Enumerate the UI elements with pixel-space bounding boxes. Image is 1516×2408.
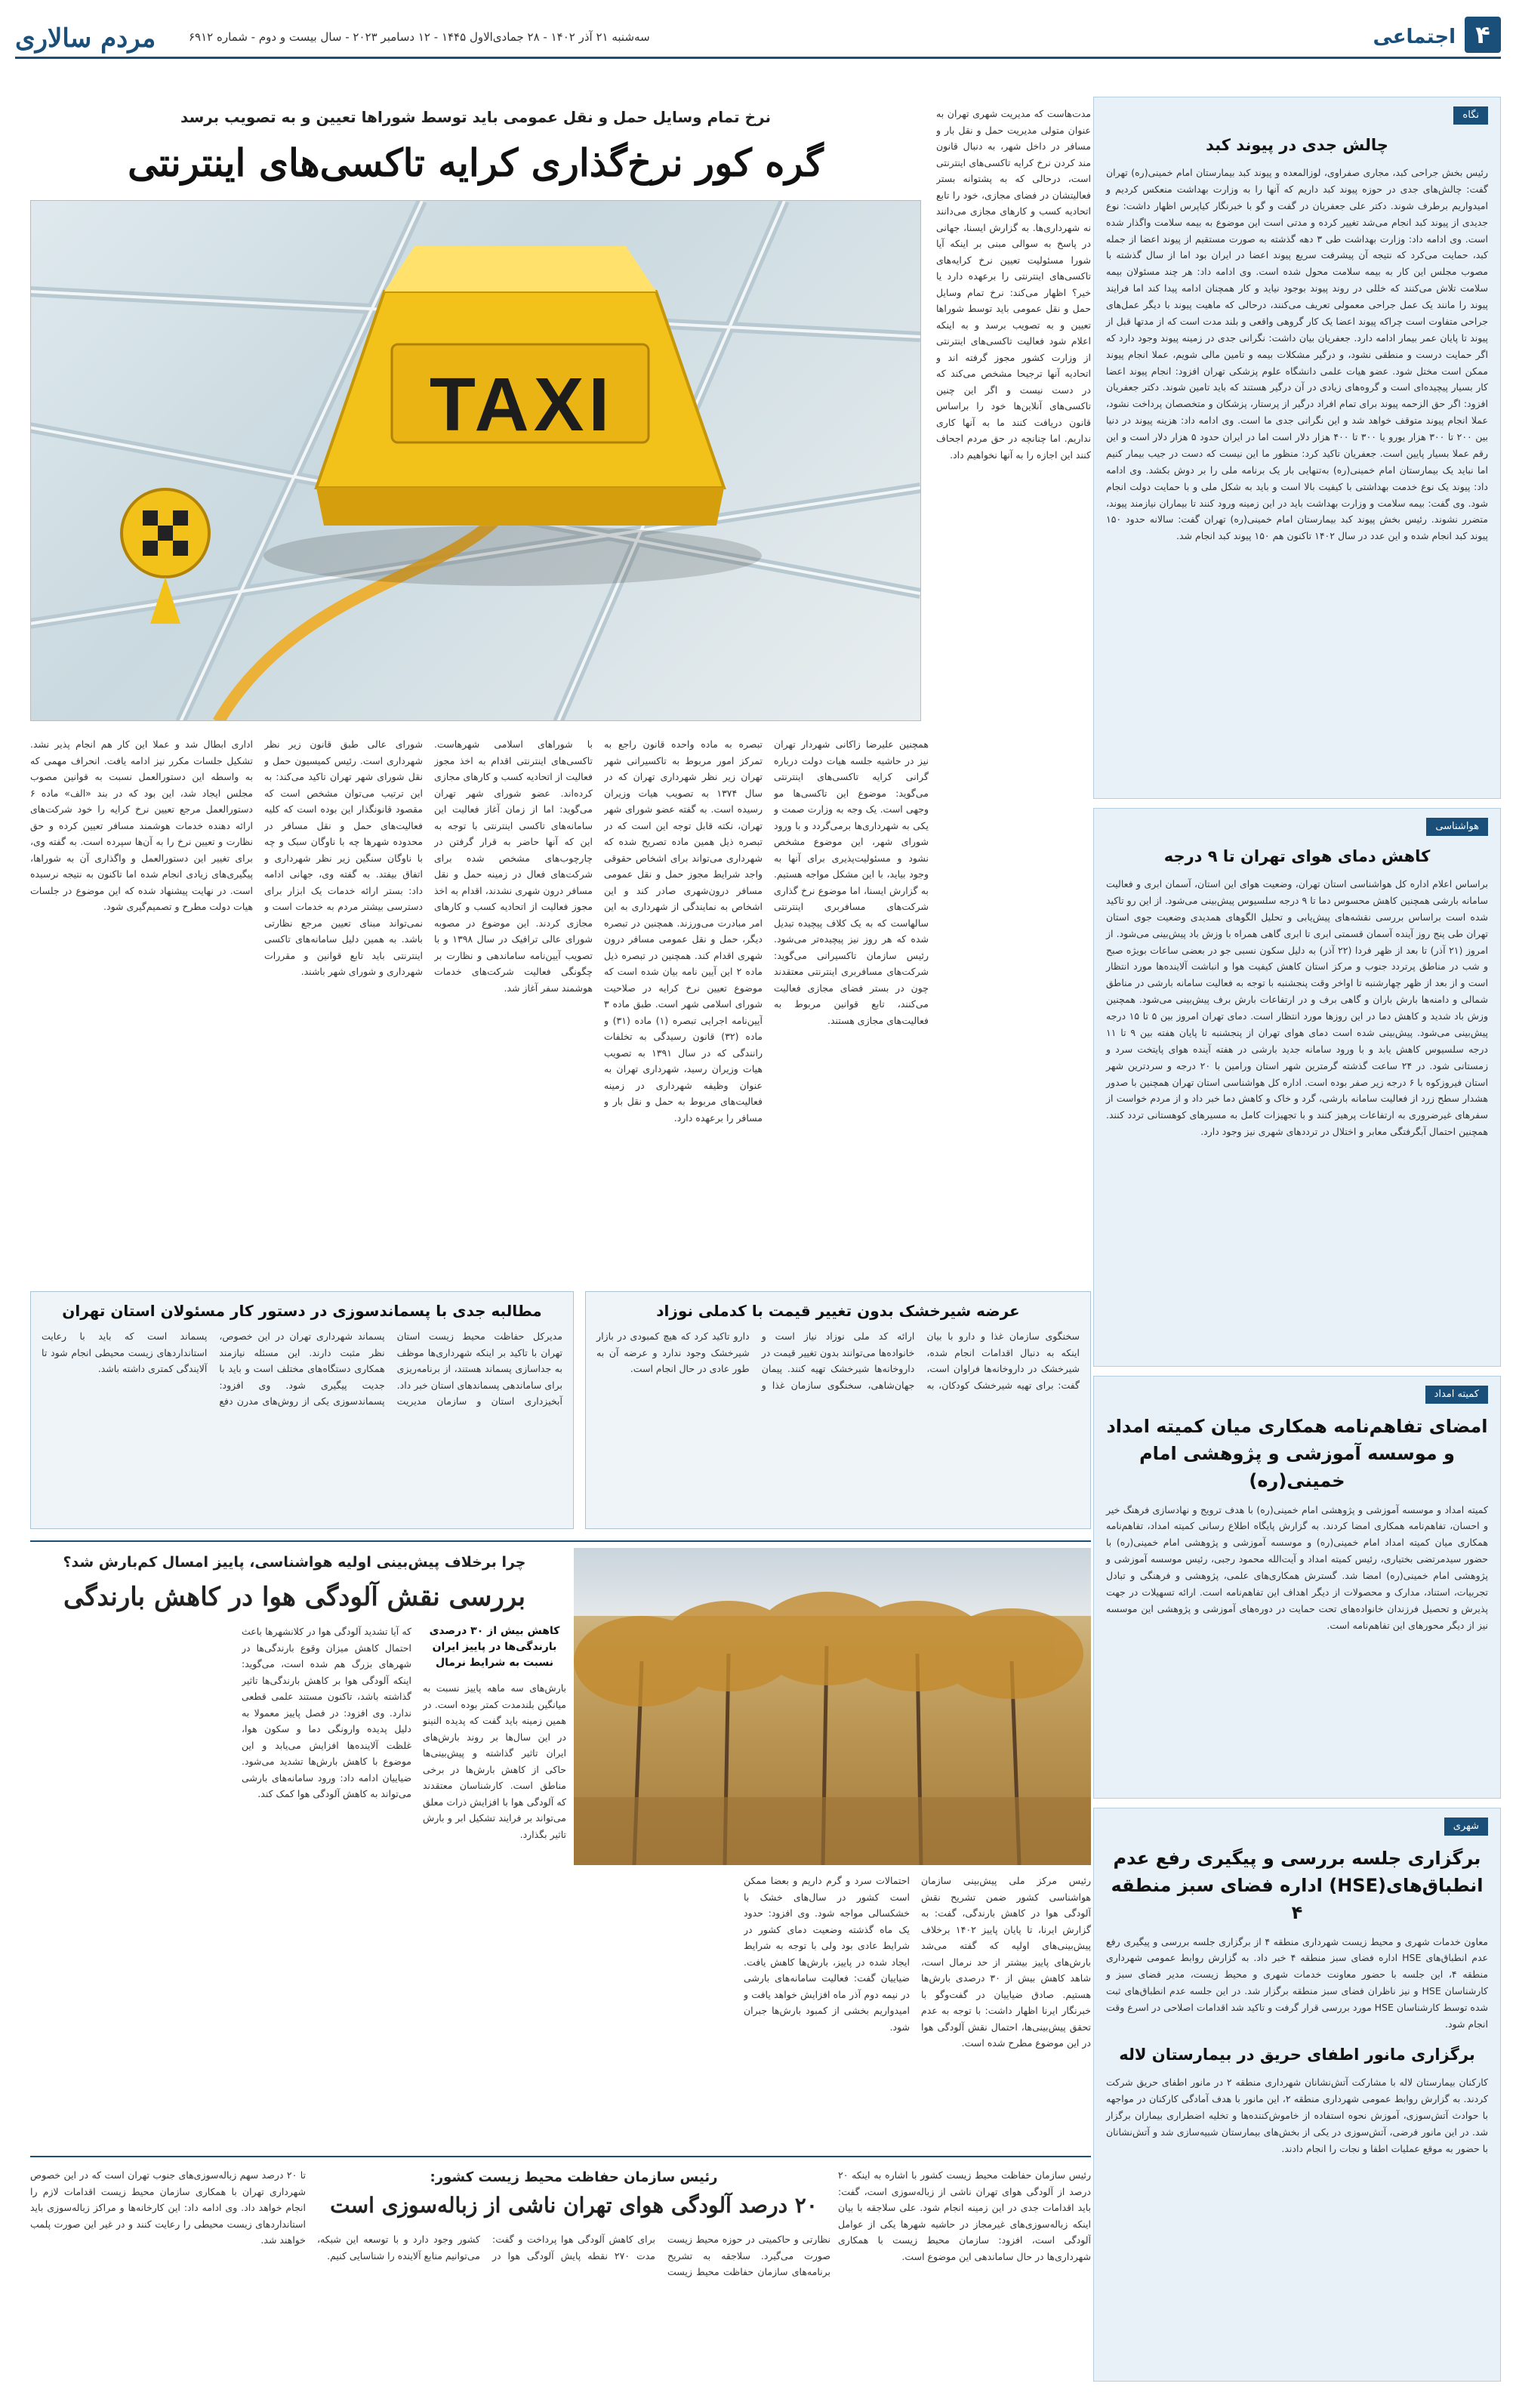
orchard-trees-graphic bbox=[574, 1548, 1091, 1865]
story3-col-3: تا ۲۰ درصد سهم زباله‌سوزی‌های جنوب تهران است که در این خصوص شهرداری تهران با همکاری سازمان محیط زیست اقدامات لازم را انجام خواهد داد. وی ادامه داد: این کارخانه‌ها و مراکز زباله‌سوزی باید استانداردهای زیست محیطی را رعایت کنند و در غیر این صورت پلمب خواهند شد. bbox=[30, 2169, 306, 2246]
sidebar-box-urban bbox=[1093, 1808, 1501, 2382]
tag-label: نگاه bbox=[1453, 106, 1488, 125]
story3-kicker: رئیس سازمان حفاظت محیط زیست کشور: bbox=[430, 2169, 718, 2185]
sidebar-body: معاون خدمات شهری و محیط زیست شهرداری منطقه ۴ از برگزاری جلسه بررسی و پیگیری رفع عدم انطباق‌های HSE اداره فضای سبز منطقه ۴ خبر داد. به گزارش روابط عمومی شهرداری منطقه ۴، این جلسه با حضور معاونت خدمات شهری و محیط زیست، مدیر فضای سبز و کارشناسان HSE و نیز ناظران فضای سبز منطقه برگزار شد. در این جلسه عدم انطباق‌های ثبت شده توسط کارشناسان HSE مورد بررسی قرار گرفت و تاکید شد اقدامات اصلاحی در اسرع وقت انجام شود. bbox=[1106, 1935, 1489, 2030]
story3-col-1: رئیس سازمان حفاظت محیط زیست کشور با اشاره به اینکه ۲۰ درصد از آلودگی هوای تهران ناشی از زباله‌سوزی است، گفت: باید اقدامات جدی در این زمینه انجام شود. علی سلاجقه با بیان اینکه زباله‌سوزی‌های غیرمجاز در حاشیه شهرها یکی از عوامل آلودگی است، افزود: سازمان محیط زیست با همکاری شهرداری‌ها در حال ساماندهی این موضوع است. bbox=[838, 2169, 1091, 2262]
sidebar-body: رئیس بخش جراحی کبد، مجاری صفراوی، لوزالمعده و پیوند کبد بیمارستان امام خمینی(ره) تهران گفت: چالش‌های جدی در حوزه پیوند کبد داریم که آنها را به وزارت بهداشت منعکس کردیم و امیدواریم برطرف شوند. دکتر علی جعفریان در گفت و گو با خبرنگار کیاپرس اظهار داشت: نوع جدیدی از پیوند کبد انجام می‌شد تغییر کرده و مدتی است این موضوع به بیمه سلامت واگذار شده است. وی ادامه داد: وزارت بهداشت طی ۳ دهه گذشته به صورت مستقیم از پیوند اعضا از جمله کبد، حمایت می‌کرد که نتیجه آن پیشرفت سریع پیوند اعضا در ایران بود اما از سال گذشته با مصوب مجلس این کار به بیمه سلامت محول شده است. وی ادامه داد: هر چند مسئولان بیمه سلامت تلاش می‌کنند که خللی در روند پیوند بوجود نیاید و کار همچنان ادامه پیدا کند اما فرایند پیوند را مانند یک عمل جراحی معمولی تعریف می‌کنند، درحالی که ماهیت پیوند با دیگر عمل‌های جراحی متفاوت است چراکه پیوند اعضا یک کار گروهی واقعی و بلند مدت است که از مدتها قبل از پیوند تا پایان عمر بیمار ادامه دارد. جعفریان بیان داشت: نگرانی جدی در زمینه پیوند وجود دارد که اگر حمایت درست و منطقی نشود، و درگیر مشکلات بیمه و تامین مالی شویم، عملا انجام پیوند ممکن است مختل شود. عضو هیات علمی دانشگاه علوم پزشکی تهران افزود: انجام پیوند اعضا کار بسیار پیچیده‌ای است و گروه‌های زیادی در آن درگیر هستند که باید تامین شوند. دکتر جعفریان افزود: اگر حق الزحمه پیوند برای تمام افراد درگیر از پرستار، پزشکان و متخصصان پرداخت نشود، عملا انجام پیوند متوقف خواهد شد و این نگرانی جدی ما است. وی ادامه داد: هزینه پیوند در دنیا بین ۲۰۰ تا ۳۰۰ هزار یورو یا ۳۰۰ تا ۴۰۰ هزار دلار است اما در ایران حدود ۵ هزار دلار است و این رقم عملا بسیار پایین است. جعفریان تاکید کرد: منظور ما این نیست که دست در جیب بیمار کنیم اما نباید یک بیمارستان امام خمینی(ره) به‌تنهایی بار یک برنامه ملی را بر دوش بکشد. وی ادامه داد: پیوند یک نوع خدمت بهداشتی با کیفیت بالا است و باید به شکل ملی و با حمایت دولت انجام شود. وی گفت: بیمه سلامت و وزارت بهداشت باید در این زمینه ورود کنند تا بیماران نیازمند پیوند، متضرر نشوند. رئیس بخش پیوند کبد بیمارستان امام خمینی(ره) تهران گفت: سالانه حدود ۱۵۰ پیوند کبد انجام شده و این عدد در سال ۱۴۰۲ تاکنون هم ۱۵۰ پیوند کبد انجام شد. bbox=[1106, 167, 1489, 542]
autumn-orchard-photo bbox=[574, 1548, 1091, 1865]
box-title: عرضه شیرخشک بدون تغییر قیمت با کدملی نوزاد bbox=[656, 1302, 1020, 1320]
dateline: سه‌شنبه ۲۱ آذر ۱۴۰۲ - ۲۸ جمادی‌الاول ۱۴۴۵ - ۱۲ دسامبر ۲۰۲۳ - سال بیست و دوم - شماره ۶۹۱۲ bbox=[189, 30, 650, 44]
story3-col-2: نظارتی و حاکمیتی در حوزه محیط زیست صورت می‌گیرد. سلاجقه به تشریح برنامه‌های سازمان حفاظت محیط زیست برای کاهش آلودگی هوا پرداخت و گفت: مدت ۲۷۰ نقطه پایش آلودگی هوا در کشور وجود دارد و با توسعه این شبکه، می‌توانیم منابع آلاینده را شناسایی کنیم. bbox=[317, 2234, 830, 2277]
story2-subtitle: کاهش بیش از ۳۰ درصدی بارندگی‌ها در پاییز ایران نسبت به شرایط نرمال bbox=[429, 1625, 560, 1669]
body-col-3: با شوراهای اسلامی شهرهاست. تاکسی‌های اینترنتی اقدام به اخذ مجوز فعالیت از اتحادیه کسب و کارهای مجازی کرده‌اند. عضو شورای شهر تهران می‌گوید: اما از زمان آغاز فعالیت این سامانه‌های تاکسی اینترنتی با توجه به این که آنها حاضر به قرار گرفتن در چارچوب‌های مشخص شده برای شرکت‌های فعال در زمینه حمل و نقل مسافر درون شهری نشدند، اقدام به اخذ مجوز فعالیت از اتحادیه کسب و کارهای مجازی کردند. این موضوع در مصوبه شورای عالی ترافیک در سال ۱۳۹۸ و با تصویب آیین‌نامه ساماندهی و نظارت بر چگونگی فعالیت شرکت‌های خدمات هوشمند سفر آغاز شد. bbox=[434, 738, 593, 994]
body-col-2: تبصره به ماده واحده قانون راجع به تمرکز امور مربوط به تاکسیرانی شهر تهران زیر نظر شهرداری تهران که در سال ۱۳۷۴ به تصویب هیات وزیران رسیده است. به گفته عضو شورای شهر تهران، نکته قابل توجه این است که در تبصره ذیل همین ماده تصریح شده که شهرداری می‌تواند برای اشخاص حقوقی واجد شرایط مجوز حمل و نقل عمومی مسافر درون‌شهری صادر کند و این اشخاص به نمایندگی از شهرداری به این امر مبادرت می‌ورزند. همچنین در تبصره دیگر، حمل و نقل عمومی مسافر درون شهری اقدام کند. همچنین در تبصره ذیل ماده ۲ این آیین نامه بیان شده است که موضوع تعیین نرخ کرایه در صلاحیت شورای اسلامی شهر است. طبق ماده ۳ آیین‌نامه اجرایی تبصره (۱) ماده (۳۱) و ماده (۳۲) قانون رسیدگی به تخلفات رانندگی که در سال ۱۳۹۱ به تصویب هیات وزیران رسید، شهرداری تهران به عنوان وظیفه شهرداری در زمینه فعالیت‌های مربوط به حمل و نقل بار و مسافر را برعهده دارد. bbox=[604, 738, 763, 1124]
tag-label: هواشناسی bbox=[1426, 818, 1488, 836]
taxi-illustration bbox=[30, 200, 921, 721]
main-kicker: نرخ تمام وسایل حمل و نقل عمومی باید توسط شوراها تعیین و به تصویب برسد bbox=[180, 108, 771, 126]
box-body: سخنگوی سازمان غذا و دارو با بیان اینکه به دنبال اقدامات انجام شده، شیرخشک در داروخانه‌ها فراوان است، گفت: برای تهیه شیرخشک کودکان، به ارائه کد ملی نوزاد نیاز است و خانواده‌ها می‌توانند بدون تغییر قیمت در داروخانه‌ها شیرخشک تهیه کنند. پیمان جهان‌شاهی، سخنگوی سازمان غذا و دارو تاکید کرد که هیچ کمبودی در بازار شیرخشک وجود ندارد و عرضه آن به طور عادی در حال انجام است. bbox=[596, 1330, 1080, 1391]
story2-col-3: بارش‌های سه ماهه پاییز نسبت به میانگین بلندمدت کمتر بوده است. در همین زمینه باید گفت که پدیده النینو در این سال‌ها بر روند بارش‌های ایران تاثیر گذاشته و پیش‌بینی‌ها حاکی از کاهش بارش‌ها در برخی مناطق است. کارشناسان معتقدند که آلودگی هوا با افزایش ذرات معلق می‌تواند بر فرایند تشکیل ابر و بارش تاثیر بگذارد. bbox=[423, 1682, 566, 1840]
body-col-4: شورای عالی طبق قانون زیر نظر شهرداری است. رئیس کمیسیون حمل و نقل شورای شهر تهران تاکید می‌کند: به این ترتیب می‌توان مشخص است که مقصود قانونگذار این بوده است که کلیه فعالیت‌های حمل و نقل مسافر در محدوده شهرها چه با ناوگان سبک و چه با ناوگان سنگین زیر نظر شهرداری و اتفاق بیفتد. به گفته وی، جهانی ادامه داد: بستر ارائه خدمات یک ابزار برای دسترسی بیشتر مردم به خدمات است و نمی‌تواند مبنای تعیین مرجع نظارتی باشد. به همین دلیل سامانه‌های تاکسی اینترنتی باید تابع قوانین و مقررات شهرداری و شورای شهر باشند. bbox=[264, 738, 423, 977]
box-waste bbox=[30, 1291, 574, 1529]
story2-subhead bbox=[423, 1623, 566, 1669]
newspaper-logo: مردم سالاری bbox=[15, 23, 156, 54]
section-name: اجتماعی bbox=[1373, 26, 1456, 48]
box-title: مطالبه جدی با پسماندسوزی در دستور کار مسئولان استان تهران bbox=[62, 1302, 542, 1320]
sidebar-body: براساس اعلام اداره کل هواشناسی استان تهران، وضعیت هوای این استان، آسمان ابری و فعالیت سامانه بارشی همچنین کاهش محسوس دما تا ۹ درجه سلسیوس پیش‌بینی می‌شود. از این رو تاکید شده است براساس بررسی نقشه‌های پیش‌یابی و تحلیل الگوهای همدیدی وضعیت جوی استان تهران طی پنج روز آینده آسمان قسمتی ابری تا ابری گاهی همراه با وزش باد پیش‌بینی می‌شود. از امروز (۲۱ آذر) تا بعد از ظهر فردا (۲۲ آذر) به دلیل سکون نسبی جو در بعضی ساعات بویژه صبح و شب در مناطق پرتردد جنوب و مرکز استان کاهش کیفیت هوا و انباشت آلاینده‌ها مورد انتظار است و از بعد از ظهر چهارشنبه تا اواخر وقت پنجشنبه با توجه به فعالیت سامانه بارشی در مناطق شمالی و دامنه‌ها بارش باران و گاهی برف و در ارتفاعات بارش برف پیش‌بینی می‌شود. همچنین وزش باد شدید و کاهش دما در این روزها مورد انتظار است. دمای تهران امروز بین ۵ تا ۱۵ درجه پیش‌بینی می‌شود. پیش‌بینی شده است دمای هوای تهران از پنجشنبه تا پایان هفته بین ۹ تا ۱۱ درجه سلسیوس کاهش یابد و با ورود سامانه جدید بارشی در هفته آینده هوای پایتخت سرد و زمستانی شود. در ۲۴ ساعت گذشته گرمترین شهر استان ورامین با ۲۰ درجه و سردترین شهر استان فیروزکوه با ۶ درجه زیر صفر بوده است. اداره کل هواشناسی استان تهران همچنین با صدور هشدار سطح زرد از فعالیت سامانه بارشی، گرد و خاک و کاهش دما خبر داد و از مردم خواست از سفرهای غیرضروری به ارتفاعات پرهیز کنند و با تجهیزات کامل به مسیرهای کوهستانی تردد کنند. همچنین احتمال آبگرفتگی معابر و اختلال در ترددهای شهری نیز وجود دارد. bbox=[1106, 878, 1489, 1138]
story2-col-2: احتمالات سرد و گرم داریم و بعضا ممکن است کشور در سال‌های خشک با خشکسالی مواجه شود. وی افزود: حدود یک ماه گذشته وضعیت دمای کشور در شرایط عادی بود ولی با توجه به شرایط ایجاد شده در پاییز، بارش‌ها کاهش یافت. ضیاییان گفت: فعالیت سامانه‌های بارشی در نیمه دوم آذر ماه افزایش خواهد یافت و امیدواریم بخشی از کمبود بارش‌ها جبران شود. bbox=[744, 1875, 910, 2033]
taxi-sign-text: TAXI bbox=[429, 362, 615, 447]
box-body: مدیرکل حفاظت محیط زیست استان تهران با تاکید بر اینکه شهرداری‌ها موظف به جداسازی پسماند هستند، از برنامه‌ریزی برای ساماندهی پسماندهای استان خبر داد. آبخیزداری استان و سازمان مدیریت پسماند شهرداری تهران در این خصوص، نظر مثبت دارند. این مسئله نیازمند همکاری دستگاه‌های مختلف است و باید با جدیت پیگیری شود. وی افزود: پسماندسوزی یکی از روش‌های مدرن دفع پسماند است که باید با رعایت استانداردهای زیست محیطی انجام شود تا آلایندگی کمتری داشته باشد. bbox=[42, 1330, 562, 1407]
page-number: ۴ bbox=[1465, 17, 1501, 53]
story2-col-1: رئیس مرکز ملی پیش‌بینی سازمان هواشناسی کشور ضمن تشریح نقش آلودگی هوا در کاهش بارندگی، گفت: به گزارش ایرنا، تا پایان پاییز ۱۴۰۲ برخلاف پیش‌بینی‌های اولیه که گفته می‌شد بارش‌های پاییز بیشتر از حد نرمال است، شاهد کاهش بیش از ۳۰ درصدی بارش‌ها هستیم. صادق ضیاییان در گفت‌وگو با خبرنگار ایرنا اظهار داشت: با توجه به عدم تحقق پیش‌بینی‌ها، احتمال نقش آلودگی هوا در این موضوع مطرح شده است. bbox=[921, 1875, 1091, 2049]
sidebar-box-emdad bbox=[1093, 1376, 1501, 1799]
sidebar-body: کمیته امداد و موسسه آموزشی و پژوهشی امام خمینی(ره) با هدف ترویج و نهادسازی فرهنگ خیر و احسان، تفاهم‌نامه همکاری امضا کردند. به گزارش پایگاه اطلاع رسانی کمیته امداد، تفاهم‌نامه همکاری میان کمیته امداد امام خمینی(ره) و موسسه آموزشی و پژوهشی امام خمینی(ره) با حضور سیدمرتضی بختیاری، رئیس کمیته امداد و آیت‌الله محمود رجبی، رئیس موسسه آموزشی و پژوهشی امام خمینی(ره) امضا شد. گسترش همکاری‌های علمی، پژوهشی و فرهنگی و تبادل تجربیات، استناد، مدارک و محصولات از دیگر اهداف این تفاهم‌نامه است. ارائه تسهیلات در جهت پذیرش و تحصیل فرزندان خانواده‌های تحت حمایت در دوره‌های آموزشی و پژوهشی این موسسه نیز از دیگر محورهای این تفاهم‌نامه است. bbox=[1106, 1503, 1488, 1631]
sidebar-subtitle: برگزاری مانور اطفای حریق در بیمارستان لاله bbox=[1119, 2045, 1475, 2064]
sidebar-box-liver bbox=[1093, 97, 1501, 799]
lead-column: مدت‌هاست که مدیریت شهری تهران به عنوان متولی مدیریت حمل و نقل بار و مسافر در داخل شهر، به دنبال قانون مند کردن نرخ کرایه تاکسی‌های اینترنتی است، درحالی که به پشتوانه بستر فعالیتشان در فضای مجازی، خود را تابع اتحادیه کسب و کارهای مجازی می‌دانند نه شهرداری‌ها. به گزارش ایسنا، جهانی در پاسخ به سوالی مبنی بر اینکه آیا شورا مسئولیت تعیین نرخ کرایه‌های تاکسی‌های اینترنتی را برعهده دارد یا خیر؟ اظهار می‌کند: نرخ تمام وسایل حمل و نقل عمومی باید توسط شوراها تعیین و به تصویب برسد و به اینکه اعلام شود فعالیت تاکسی‌های اینترنتی از وزارت کشور مجوز گرفته اند و اتحادیه آنها ترجیحا مشخص می‌کند که در دست نیست و اگر این چنین تاکسی‌های آنلاین‌ها خود را براساس قانون دریافت کنند ما به آنها کاری نداریم. اما چنانچه در حق مردم اجحاف کنند این اجازه را به آنها نخواهیم داد. bbox=[936, 108, 1091, 461]
divider bbox=[30, 1540, 1091, 1542]
sidebar-title: برگزاری جلسه بررسی و پیگیری رفع عدم انطباق‌های(HSE) اداره فضای سبز منطقه ۴ bbox=[1111, 1847, 1484, 1923]
body-col-5: اداری ابطال شد و عملا این کار هم انجام پذیر نشد. تشکیل جلسات مکرر نیز ادامه یافت. انحراف مهمی که به واسطه این دستورالعمل نسبت به قوانین مصوب مجلس ایجاد شد، این بود که در بند «الف» ماده ۶ دستورالعمل مرجع تعیین نرخ کرایه را خود شرکت‌های ارائه دهنده خدمات هوشمند مسافر تعیین کرده و حق نظارت و تعیین نرخ را به آن‌ها سپرده است. به گفته وی، برای تغییر این دستورالعمل و واگذاری آن به شوراها، پیگیری‌های زیادی انجام شده اما تاکنون به نتیجه نرسیده است. در نهایت پیشنهاد شده که این موضوع در جلسات هیات دولت مطرح و تصمیم‌گیری شود. bbox=[30, 738, 253, 912]
body-col-1: همچنین علیرضا زاکانی شهردار تهران نیز در حاشیه جلسه هیات دولت درباره گرانی کرایه تاکسی‌های اینترنتی می‌گوید: موضوع این تاکسی‌ها مو وجهی است. یک وجه به وزارت صمت و یکی به شهرداری‌ها برمی‌گردد و با ورود شورای شهر، این موضوع مشخص نشود و مسئولیت‌پذیری برای آنها به وجود بیاید، با این مشکل مواجه هستیم. به گزارش ایسنا، اما موضوع نرخ گذاری شرکت‌های مسافربری اینترنتی سالهاست که به یک کلاف پیچیده تبدیل شده که هر روز نیز پیچیده‌تر می‌شود. رئیس سازمان تاکسیرانی می‌گوید: شرکت‌های مسافربری اینترنتی معتقدند چون در بستر فضای مجازی فعالیت می‌کنند، تابع قوانین مربوط به فعالیت‌های مجازی هستند. bbox=[774, 738, 929, 1026]
story2-kicker: چرا برخلاف پیش‌بینی اولیه هواشناسی، پاییز امسال کم‌بارش شد؟ bbox=[63, 1554, 526, 1571]
sidebar-subbody: کارکنان بیمارستان لاله با مشارکت آتش‌نشانان شهرداری منطقه ۲ در مانور اطفای حریق شرکت کردند. به گزارش روابط عمومی شهرداری منطقه ۲، این مانور با هدف آمادگی کارکنان در مواجهه با حوادث آتش‌سوزی، آموزش نحوه استفاده از خاموش‌کننده‌ها و تخلیه اضطراری بیماران برگزار شد. در این مانور فرضی، آتش‌سوزی در یکی از بخش‌های بیمارستان شبیه‌سازی شد و آتش‌نشانان با حضور به موقع عملیات اطفا و نجات را انجام دادند. bbox=[1106, 2077, 1488, 2154]
sidebar-box-weather bbox=[1093, 808, 1501, 1367]
story2-headline: بررسی نقش آلودگی هوا در کاهش بارندگی bbox=[63, 1582, 525, 1612]
sidebar-title: امضای تفاهم‌نامه همکاری میان کمیته امداد و موسسه آموزشی و پژوهشی امام خمینی(ره) bbox=[1106, 1415, 1488, 1491]
sidebar-title: چالش جدی در پیوند کبد bbox=[1206, 135, 1388, 154]
story2-col-4: که آیا تشدید آلودگی هوا در کلانشهرها باعث احتمال کاهش میزان وقوع بارندگی‌ها در شهرهای بزرگ هم شده است، می‌گوید: اینکه آلودگی هوا بر کاهش بارندگی‌ها تاثیر گذاشته باشد، تاکنون مستند علمی قطعی ندارد. وی افزود: در فصل پاییز معمولا به دلیل پدیده وارونگی دما و سکون هوا، غلظت آلاینده‌ها افزایش می‌یابد و این موضوع با کاهش بارش‌ها تشدید می‌شود. ضیاییان ادامه داد: ورود سامانه‌های بارشی می‌تواند به کاهش آلودگی هوا کمک کند. bbox=[242, 1626, 411, 1799]
main-headline: گره کور نرخ‌گذاری کرایه تاکسی‌های اینترنتی bbox=[128, 140, 824, 185]
sidebar bbox=[1093, 97, 1501, 2392]
masthead bbox=[15, 15, 1501, 59]
story3-headline: ۲۰ درصد آلودگی هوای تهران ناشی از زباله‌سوزی است bbox=[330, 2193, 818, 2218]
divider bbox=[30, 2156, 1091, 2157]
tag-label: شهری bbox=[1444, 1818, 1488, 1836]
story2-col-5 bbox=[30, 1623, 230, 2144]
tag-label: کمیته امداد bbox=[1425, 1386, 1488, 1404]
lead-col-2 bbox=[936, 736, 1091, 1280]
story2-col-6 bbox=[574, 1873, 732, 2144]
box-infant-formula bbox=[585, 1291, 1091, 1529]
sidebar-title: کاهش دمای هوای تهران تا ۹ درجه bbox=[1163, 846, 1431, 865]
